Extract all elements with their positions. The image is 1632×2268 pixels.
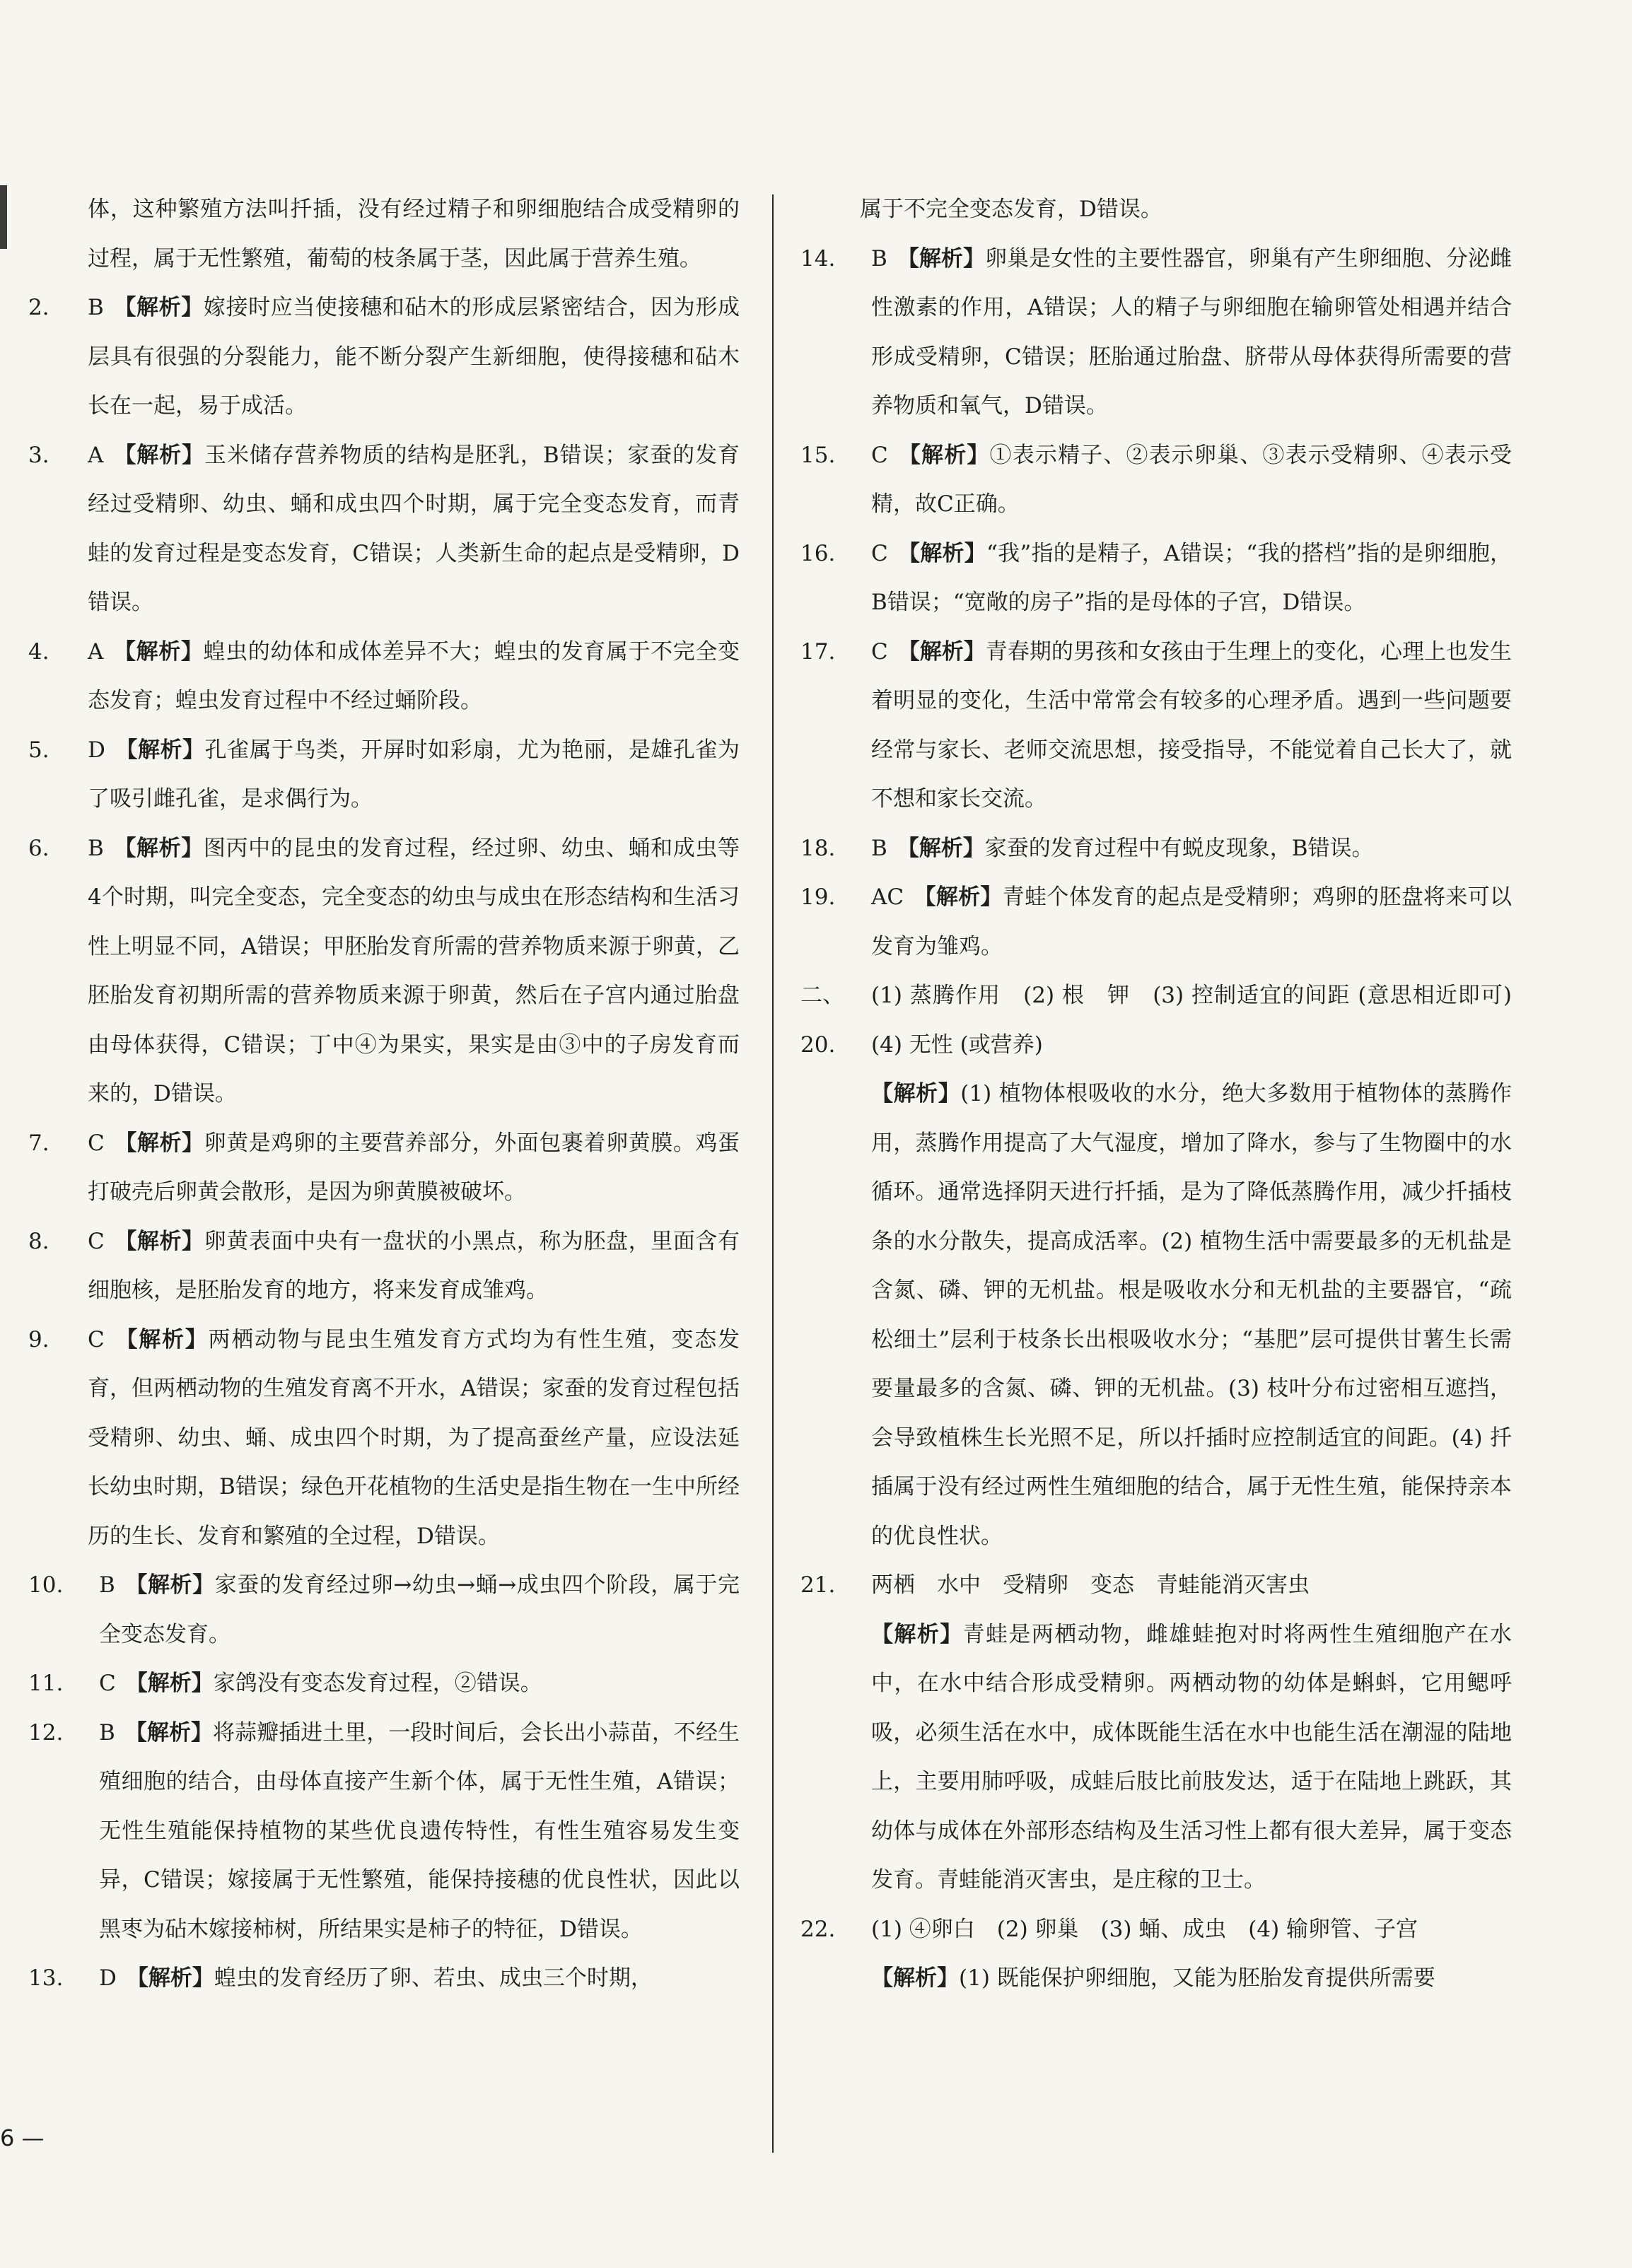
item-number: 11. <box>28 1671 64 1696</box>
item-number: 10. <box>28 1572 64 1598</box>
analysis-tag: 【解析】 <box>125 1671 214 1696</box>
item-answer: C <box>871 442 888 468</box>
answer-item <box>800 824 1512 874</box>
analysis-block <box>800 1070 1512 1561</box>
item-number: 19. <box>800 884 836 910</box>
item-number: 22. <box>800 1916 836 1942</box>
item-number: 9. <box>28 1326 49 1352</box>
item-answer: C <box>871 540 888 566</box>
item-answer: (1) ④卵白 (2) 卵巢 (3) 蛹、成虫 (4) 输卵管、子宫 <box>871 1916 1418 1942</box>
left-lead-text: 体，这种繁殖方法叫扦插，没有经过精子和卵细胞结合成受精卵的过程，属于无性繁殖，葡萄的枝条属于茎，因此属于营养生殖。 <box>88 197 740 271</box>
answer-item <box>28 1659 740 1709</box>
item-answer: B <box>99 1719 115 1746</box>
item-answer: B <box>99 1572 115 1598</box>
item-explanation: 卵黄表面中央有一盘状的小黑点，称为胚盘，里面含有细胞核，是胚胎发育的地方，将来发育成雏鸡。 <box>88 1228 740 1303</box>
item-number: 21. <box>800 1572 836 1598</box>
answer-item <box>28 1954 740 2004</box>
item-explanation: 嫁接时应当使接穗和砧木的形成层紧密结合，因为形成层具有很强的分裂能力，能不断分裂产生新细胞，使得接穗和砧木长在一起，易于成活。 <box>88 295 740 419</box>
answer-item <box>800 628 1512 824</box>
item-answer: B <box>871 835 887 861</box>
item-number: 18. <box>800 835 836 861</box>
answer-item <box>28 1709 740 1955</box>
item-answer: C <box>88 1228 105 1254</box>
item-answer: B <box>88 295 104 320</box>
analysis-block <box>800 1954 1512 2004</box>
analysis-tag: 【解析】 <box>113 442 205 468</box>
answer-item <box>800 873 1512 971</box>
item-number: 6. <box>28 835 49 861</box>
page-number: 6 — <box>0 2124 45 2151</box>
item-answer: C <box>99 1671 116 1696</box>
item-explanation: 卵黄是鸡卵的主要营养部分，外面包裹着卵黄膜。鸡蛋打破壳后卵黄会散形，是因为卵黄膜被破坏。 <box>88 1130 740 1205</box>
item-answer: B <box>871 245 887 271</box>
analysis-tag: 【解析】 <box>871 1965 959 1991</box>
analysis-block <box>800 1611 1512 1905</box>
item-answer: AC <box>871 884 904 910</box>
item-number: 4. <box>28 638 49 665</box>
item-number: 8. <box>28 1228 49 1254</box>
answer-item <box>28 1119 740 1217</box>
analysis-tag: 【解析】 <box>114 1228 204 1254</box>
analysis-tag: 【解析】 <box>124 1719 213 1746</box>
item-explanation: “我”指的是精子，A错误；“我的搭档”指的是卵细胞，B错误；“宽敞的房子”指的是母体的子宫，D错误。 <box>871 540 1512 615</box>
answer-item <box>28 284 740 431</box>
item-answer: A <box>88 442 104 468</box>
item-number: 17. <box>800 638 836 665</box>
item-number: 3. <box>28 442 49 468</box>
item-explanation: (1) 既能保护卵细胞，又能为胚胎发育提供所需要 <box>959 1965 1435 1991</box>
item-number: 12. <box>28 1719 64 1746</box>
answer-item <box>28 628 740 726</box>
answer-item <box>28 1561 740 1659</box>
item-explanation: 卵巢是女性的主要性器官，卵巢有产生卵细胞、分泌雌性激素的作用，A错误；人的精子与卵细胞在输卵管处相遇并结合形成受精卵，C错误；胚胎通过胎盘、脐带从母体获得所需要的营养物质和氧气，D错误。 <box>871 245 1512 419</box>
item-explanation: 蝗虫的发育经历了卵、若虫、成虫三个时期， <box>214 1965 653 1991</box>
analysis-tag: 【解析】 <box>124 1572 215 1598</box>
analysis-tag: 【解析】 <box>897 638 986 665</box>
item-number: 13. <box>28 1965 64 1991</box>
item-answer: D <box>88 737 105 763</box>
answer-item <box>28 824 740 1119</box>
item-number: 15. <box>800 442 836 468</box>
answer-item-22 <box>800 1905 1512 1955</box>
item-explanation: 家鸽没有变态发育过程，②错误。 <box>213 1671 542 1696</box>
answer-item <box>28 431 740 628</box>
item-answer: (1) 蒸腾作用 (2) 根 钾 (3) 控制适宜的间距 (意思相近即可) (4) 无性 (或营养) <box>871 983 1534 1058</box>
item-number: 7. <box>28 1130 49 1156</box>
item-explanation: ①表示精子、②表示卵巢、③表示受精卵、④表示受精，故C正确。 <box>871 442 1512 517</box>
analysis-tag: 【解析】 <box>914 884 1003 910</box>
analysis-tag: 【解析】 <box>126 1965 214 1991</box>
item-answer: C <box>88 1130 105 1156</box>
item-answer: A <box>88 638 104 665</box>
right-column <box>800 185 1534 2004</box>
item-explanation: 青蛙是两栖动物，雌雄蛙抱对时将两性生殖细胞产在水中，在水中结合形成受精卵。两栖动物的幼体是蝌蚪，它用鳃呼吸，必须生活在水中，成体既能生活在水中也能生活在潮湿的陆地上，主要用肺呼吸，成蛙后肢比前肢发达，适于在陆地上跳跃，其幼体与成体在外部形态结构及生活习性上都有很大差异，属于变态发育。青蛙能消灭害虫，是庄稼的卫士。 <box>871 1621 1512 1893</box>
analysis-tag: 【解析】 <box>871 1621 963 1647</box>
item-explanation: (1) 植物体根吸收的水分，绝大多数用于植物体的蒸腾作用，蒸腾作用提高了大气湿度，增加了降水，参与了生物圈中的水循环。通常选择阴天进行扦插，是为了降低蒸腾作用，减少扦插枝条的水分散失，提高成活率。(2) 植物生活中需要最多的无机盐是含氮、磷、钾的无机盐。根是吸收水分和无机盐的主要器官，“疏松细土”层利于枝条长出根吸收水分；“基肥”层可提供甘薯生长需要量最多的含氮、磷、钾的无机盐。(3) 枝叶分布过密相互遮挡，会导致植株生长光照不足，所以扦插时应控制适宜的间距。(4) 扦插属于没有经过两性生殖细胞的结合，属于无性生殖，能保持亲本的优良性状。 <box>871 1081 1512 1549</box>
item-explanation: 将蒜瓣插进土里，一段时间后，会长出小蒜苗，不经生殖细胞的结合，由母体直接产生新个体，属于无性生殖，A错误；无性生殖能保持植物的某些优良遗传特性，有性生殖容易发生变异，C错误；嫁接属于无性繁殖，能保持接穗的优良性状，因此以黑枣为砧木嫁接柿树，所结果实是柿子的特征，D错误。 <box>99 1719 740 1942</box>
answer-item <box>800 530 1512 628</box>
item-number: 14. <box>800 245 836 271</box>
analysis-tag: 【解析】 <box>114 1326 209 1352</box>
right-lead-text: 属于不完全变态发育，D错误。 <box>860 197 1162 222</box>
item-answer: C <box>871 638 888 665</box>
analysis-tag: 【解析】 <box>897 245 985 271</box>
item-explanation: 两栖动物与昆虫生殖发育方式均为有性生殖，变态发育，但两栖动物的生殖发育离不开水，A错误；家蚕的发育过程包括受精卵、幼虫、蛹、成虫四个时期，为了提高蚕丝产量，应设法延长幼虫时期，B错误；绿色开花植物的生活史是指生物在一生中所经历的生长、发育和繁殖的全过程，D错误。 <box>88 1326 740 1549</box>
analysis-tag: 【解析】 <box>113 295 204 320</box>
item-answer: 两栖 水中 受精卵 变态 青蛙能消灭害虫 <box>871 1572 1310 1598</box>
analysis-tag: 【解析】 <box>897 442 990 468</box>
left-column <box>28 185 740 2004</box>
item-explanation: 家蚕的发育经过卵→幼虫→蛹→成虫四个阶段，属于完全变态发育。 <box>99 1572 740 1647</box>
item-explanation: 蝗虫的幼体和成体差异不大；蝗虫的发育属于不完全变态发育；蝗虫发育过程中不经过蛹阶段。 <box>88 638 740 713</box>
analysis-tag: 【解析】 <box>871 1081 961 1106</box>
answer-item-20 <box>800 971 1534 1070</box>
item-answer: C <box>88 1326 105 1352</box>
answer-item-21 <box>800 1561 1512 1611</box>
column-divider <box>772 194 774 2153</box>
analysis-tag: 【解析】 <box>897 540 987 566</box>
analysis-tag: 【解析】 <box>113 835 204 861</box>
answer-item <box>28 1316 740 1562</box>
answer-item <box>28 1217 740 1316</box>
item-number: 2. <box>28 295 49 320</box>
item-number: 16. <box>800 540 836 566</box>
item-number: 二、20. <box>800 983 844 1058</box>
item-explanation: 青蛙个体发育的起点是受精卵；鸡卵的胚盘将来可以发育为雏鸡。 <box>871 884 1512 959</box>
item-explanation: 孔雀属于鸟类，开屏时如彩扇，尤为艳丽，是雄孔雀为了吸引雌孔雀，是求偶行为。 <box>88 737 740 812</box>
answer-item <box>800 431 1512 530</box>
item-explanation: 家蚕的发育过程中有蜕皮现象，B错误。 <box>984 835 1374 861</box>
item-answer: D <box>99 1965 117 1991</box>
answer-item <box>28 726 740 824</box>
analysis-tag: 【解析】 <box>113 638 204 665</box>
analysis-tag: 【解析】 <box>897 835 985 861</box>
answer-item <box>800 235 1512 431</box>
analysis-tag: 【解析】 <box>115 737 205 763</box>
item-explanation: 青春期的男孩和女孩由于生理上的变化，心理上也发生着明显的变化，生活中常常会有较多的心理矛盾。遇到一些问题要经常与家长、老师交流思想，接受指导，不能觉着自己长大了，就不想和家长交流。 <box>871 638 1512 812</box>
item-explanation: 图丙中的昆虫的发育过程，经过卵、幼虫、蛹和成虫等4个时期，叫完全变态，完全变态的幼虫与成虫在形态结构和生活习性上明显不同，A错误；甲胚胎发育所需的营养物质来源于卵黄，乙胚胎发育初期所需的营养物质来源于卵黄，然后在子宫内通过胎盘由母体获得，C错误；丁中④为果实，果实是由③中的子房发育而来的，D错误。 <box>88 835 740 1106</box>
binding-edge-mark <box>0 185 7 249</box>
item-answer: B <box>88 835 104 861</box>
item-number: 5. <box>28 737 49 763</box>
item-explanation: 玉米储存营养物质的结构是胚乳，B错误；家蚕的发育经过受精卵、幼虫、蛹和成虫四个时期，属于完全变态发育，而青蛙的发育过程是变态发育，C错误；人类新生命的起点是受精卵，D错误。 <box>88 442 740 615</box>
analysis-tag: 【解析】 <box>114 1130 204 1156</box>
